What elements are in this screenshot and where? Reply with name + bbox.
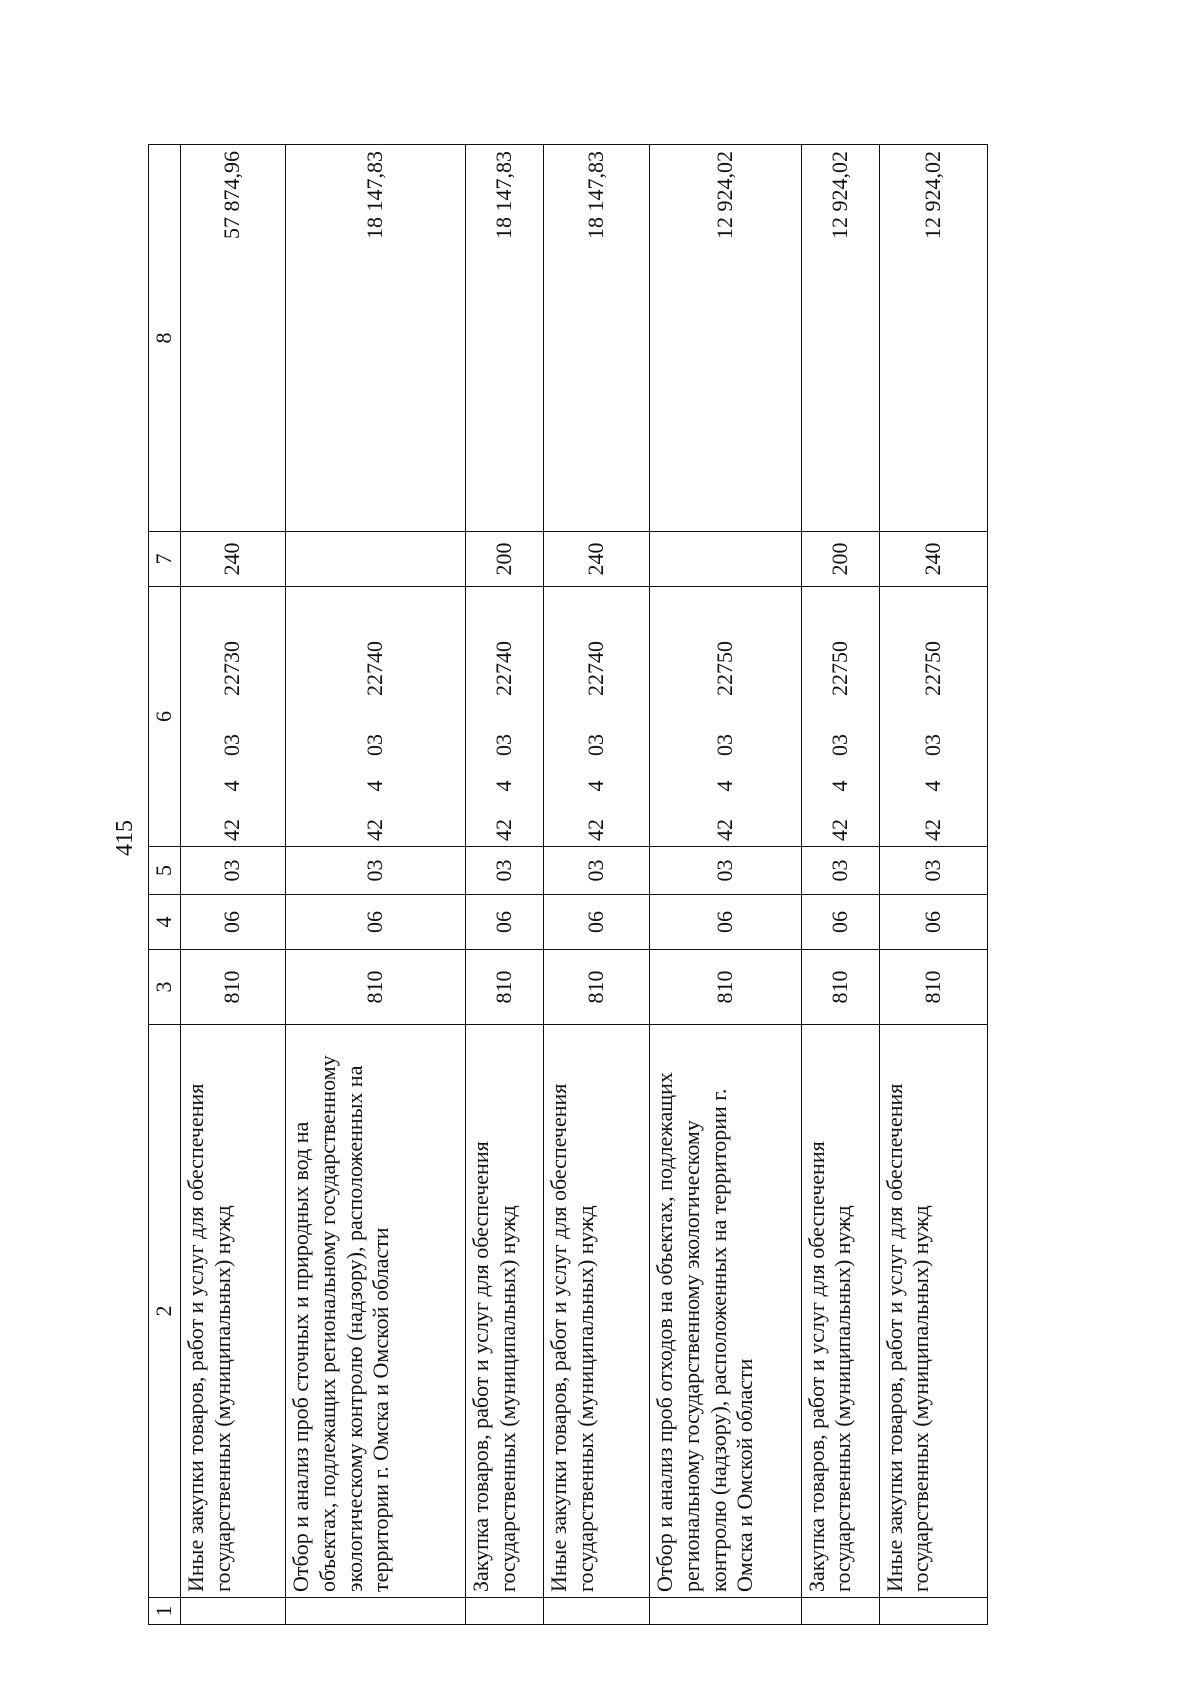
cell-expense-type-code: 200: [465, 532, 543, 587]
target-article-part-2: 4: [582, 780, 608, 792]
cell-col-1: [543, 1598, 649, 1625]
header-row: [149, 145, 181, 1625]
cell-description: Иные закупки товаров, работ и услуг для обеспечения государственных (муниципальных) нужд: [879, 1025, 987, 1598]
cell-col-1: [649, 1598, 801, 1625]
cell-section-code: 06: [543, 895, 649, 950]
table-row: [543, 145, 649, 1625]
target-article-part-1: 42: [361, 819, 387, 841]
cell-target-article-code: [801, 587, 879, 847]
table-row: [285, 145, 465, 1625]
cell-description: Отбор и анализ проб отходов на объектах, подлежащих региональному государственному экологическому контролю (надзору), расположенных на территории г. Омска и Омской области: [649, 1025, 801, 1598]
target-article-part-3: 03: [826, 734, 852, 756]
cell-target-article-code: [649, 587, 801, 847]
cell-amount: 12 924,02: [879, 145, 987, 532]
cell-grbs-code: 810: [801, 950, 879, 1025]
target-article-part-4: 22740: [361, 641, 387, 696]
target-article-part-3: 03: [361, 734, 387, 756]
cell-description: Закупка товаров, работ и услуг для обеспечения государственных (муниципальных) нужд: [801, 1025, 879, 1598]
cell-subsection-code: 03: [879, 847, 987, 895]
cell-description: Отбор и анализ проб сточных и природных вод на объектах, подлежащих региональному государственному экологическому контролю (надзору), расположенных на территории г. Омска и Омской области: [285, 1025, 465, 1598]
cell-subsection-code: 03: [180, 847, 285, 895]
cell-grbs-code: 810: [649, 950, 801, 1025]
cell-amount: 12 924,02: [801, 145, 879, 532]
cell-col-1: [180, 1598, 285, 1625]
table-body: [180, 145, 987, 1625]
cell-expense-type-code: [285, 532, 465, 587]
cell-expense-type-code: 200: [801, 532, 879, 587]
target-article-part-3: 03: [219, 734, 245, 756]
header-col-2: 2: [149, 1025, 181, 1598]
header-col-8: 8: [149, 145, 181, 532]
table-row: [879, 145, 987, 1625]
cell-grbs-code: 810: [180, 950, 285, 1025]
target-article-part-1: 42: [490, 819, 516, 841]
cell-grbs-code: 810: [285, 950, 465, 1025]
target-article-part-3: 03: [711, 734, 737, 756]
target-article-part-2: 4: [826, 780, 852, 792]
cell-subsection-code: 03: [465, 847, 543, 895]
cell-description: Закупка товаров, работ и услуг для обеспечения государственных (муниципальных) нужд: [465, 1025, 543, 1598]
header-col-1: 1: [149, 1598, 181, 1625]
target-article-part-1: 42: [711, 819, 737, 841]
target-article-part-2: 4: [490, 780, 516, 792]
cell-target-article-code: [180, 587, 285, 847]
target-article-part-1: 42: [826, 819, 852, 841]
header-col-7: 7: [149, 532, 181, 587]
table-row: [180, 145, 285, 1625]
header-col-6: 6: [149, 587, 181, 847]
cell-section-code: 06: [801, 895, 879, 950]
cell-col-1: [801, 1598, 879, 1625]
cell-section-code: 06: [285, 895, 465, 950]
header-col-5: 5: [149, 847, 181, 895]
cell-grbs-code: 810: [543, 950, 649, 1025]
target-article-part-4: 22750: [711, 641, 737, 696]
target-article-part-3: 03: [919, 734, 945, 756]
budget-table-rotated: [148, 145, 988, 1625]
target-article-part-2: 4: [711, 780, 737, 792]
cell-amount: 12 924,02: [649, 145, 801, 532]
header-col-4: 4: [149, 895, 181, 950]
cell-section-code: 06: [649, 895, 801, 950]
cell-col-1: [465, 1598, 543, 1625]
cell-target-article-code: [285, 587, 465, 847]
page-number: 415: [112, 820, 138, 856]
cell-expense-type-code: [649, 532, 801, 587]
target-article-part-1: 42: [219, 819, 245, 841]
target-article-part-4: 22730: [219, 641, 245, 696]
cell-amount: 18 147,83: [285, 145, 465, 532]
target-article-part-4: 22750: [826, 641, 852, 696]
cell-col-1: [285, 1598, 465, 1625]
cell-target-article-code: [543, 587, 649, 847]
cell-target-article-code: [465, 587, 543, 847]
cell-subsection-code: 03: [543, 847, 649, 895]
cell-expense-type-code: 240: [879, 532, 987, 587]
cell-section-code: 06: [180, 895, 285, 950]
target-article-part-2: 4: [361, 780, 387, 792]
cell-expense-type-code: 240: [180, 532, 285, 587]
cell-description: Иные закупки товаров, работ и услуг для обеспечения государственных (муниципальных) нужд: [180, 1025, 285, 1598]
cell-section-code: 06: [465, 895, 543, 950]
cell-amount: 57 874,96: [180, 145, 285, 532]
table-row: [801, 145, 879, 1625]
cell-grbs-code: 810: [879, 950, 987, 1025]
cell-description: Иные закупки товаров, работ и услуг для обеспечения государственных (муниципальных) нужд: [543, 1025, 649, 1598]
cell-target-article-code: [879, 587, 987, 847]
budget-table: [148, 144, 988, 1625]
cell-grbs-code: 810: [465, 950, 543, 1025]
cell-subsection-code: 03: [285, 847, 465, 895]
table-row: [465, 145, 543, 1625]
cell-amount: 18 147,83: [465, 145, 543, 532]
target-article-part-4: 22740: [490, 641, 516, 696]
target-article-part-2: 4: [919, 780, 945, 792]
cell-expense-type-code: 240: [543, 532, 649, 587]
cell-subsection-code: 03: [649, 847, 801, 895]
table-row: [649, 145, 801, 1625]
target-article-part-4: 22740: [582, 641, 608, 696]
cell-subsection-code: 03: [801, 847, 879, 895]
target-article-part-1: 42: [919, 819, 945, 841]
target-article-part-1: 42: [582, 819, 608, 841]
cell-col-1: [879, 1598, 987, 1625]
target-article-part-3: 03: [582, 734, 608, 756]
target-article-part-2: 4: [219, 780, 245, 792]
target-article-part-4: 22750: [919, 641, 945, 696]
header-col-3: 3: [149, 950, 181, 1025]
target-article-part-3: 03: [490, 734, 516, 756]
cell-amount: 18 147,83: [543, 145, 649, 532]
cell-section-code: 06: [879, 895, 987, 950]
